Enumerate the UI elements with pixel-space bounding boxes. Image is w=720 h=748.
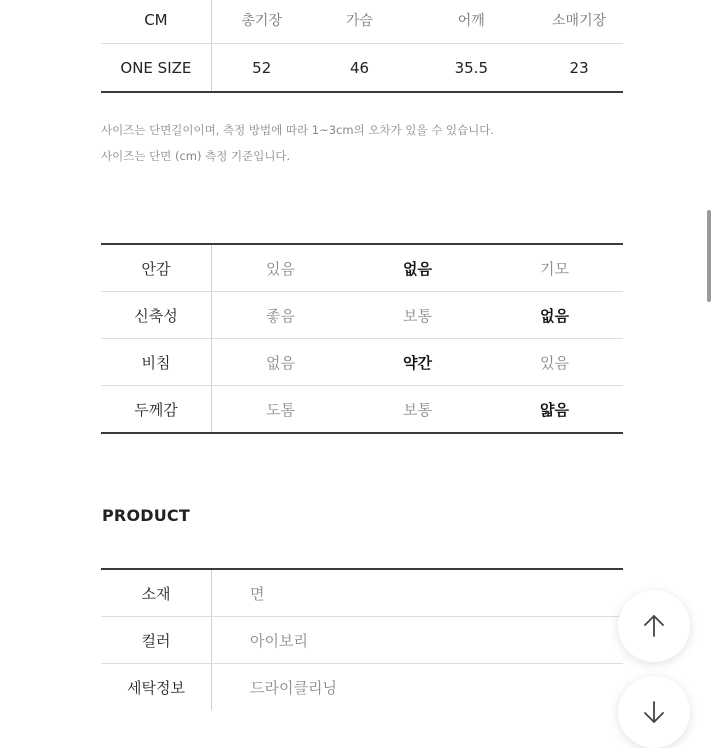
fabric-option-selected: 없음 (403, 259, 432, 278)
fabric-option-selected: 약간 (403, 353, 432, 372)
size-header-sleeve: 소매기장 (552, 12, 607, 29)
size-table-row (101, 43, 623, 91)
product-info-label: 컬러 (101, 617, 212, 663)
fabric-property-row (101, 291, 623, 338)
size-header-shoulder: 어깨 (457, 12, 485, 29)
arrow-up-icon (641, 613, 667, 639)
fabric-option: 좋음 (266, 306, 295, 325)
product-info-value: 드라이클리닝 (250, 678, 337, 697)
fabric-property-row (101, 385, 623, 432)
size-shoulder: 35.5 (454, 58, 488, 77)
size-note: 사이즈는 단면길이이며, 측정 방법에 따라 1~3cm의 오차가 있을 수 있습니다. (101, 123, 495, 137)
fabric-option-selected: 얇음 (540, 400, 569, 419)
fabric-property-label: 비침 (101, 339, 212, 385)
product-info-row (101, 663, 623, 710)
size-header-chest: 가슴 (345, 12, 374, 29)
fabric-property-row (101, 338, 623, 385)
fabric-properties-table (101, 243, 623, 434)
scrollbar-thumb[interactable] (707, 210, 711, 302)
size-header-total-length: 총기장 (241, 12, 282, 29)
fabric-option: 없음 (266, 353, 295, 372)
fabric-option: 있음 (266, 259, 295, 278)
product-info-table (101, 568, 623, 710)
fabric-option: 보통 (403, 306, 432, 325)
size-chest: 46 (349, 58, 370, 77)
product-info-row (101, 570, 623, 616)
scroll-to-top-button[interactable] (618, 590, 690, 662)
size-table-header (101, 0, 623, 43)
scroll-to-bottom-button[interactable] (618, 676, 690, 748)
product-info-label: 세탁정보 (101, 664, 212, 710)
size-total-length: 52 (252, 58, 272, 77)
size-notes (101, 117, 494, 169)
product-info-label: 소재 (101, 570, 212, 616)
size-table (101, 0, 623, 93)
fabric-option-selected: 없음 (540, 306, 569, 325)
size-label: ONE SIZE (101, 44, 212, 91)
size-sleeve: 23 (569, 58, 589, 77)
fabric-option: 있음 (540, 353, 569, 372)
size-note: 사이즈는 단면 (cm) 측정 기준입니다. (101, 149, 291, 163)
fabric-property-row (101, 245, 623, 291)
fabric-property-label: 안감 (101, 245, 212, 291)
arrow-down-icon (641, 699, 667, 725)
product-info-row (101, 616, 623, 663)
fabric-property-label: 두께감 (101, 386, 212, 432)
fabric-option: 보통 (403, 400, 432, 419)
product-info-value: 아이보리 (250, 631, 308, 650)
fabric-property-label: 신축성 (101, 292, 212, 338)
fabric-option: 도톰 (266, 400, 295, 419)
product-section-title: PRODUCT (102, 506, 190, 525)
size-header-unit: CM (101, 0, 212, 43)
fabric-option: 기모 (540, 259, 569, 278)
product-info-value: 면 (250, 584, 265, 603)
